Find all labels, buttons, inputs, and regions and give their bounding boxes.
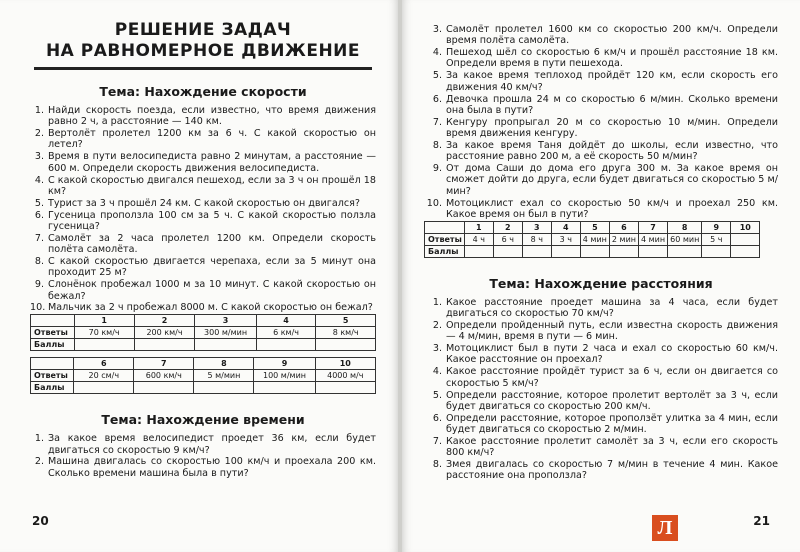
points-cell	[668, 245, 702, 257]
topic-distance-heading: Тема: Нахождение расстояния	[489, 275, 713, 291]
distance-task-list	[424, 297, 778, 482]
answer-cell: 20 см/ч	[74, 370, 134, 382]
task-number: 7.	[432, 435, 442, 447]
task-item	[424, 117, 778, 140]
task-number-header: 4	[551, 221, 580, 233]
answer-cell: 4 ч	[464, 233, 493, 245]
answers-row	[425, 233, 760, 245]
task-number-header: 1	[464, 221, 493, 233]
time-task-list	[30, 433, 376, 479]
topic-speed-heading: Тема: Нахождение скорости	[99, 84, 307, 99]
task-item	[30, 151, 376, 174]
time-task-list-continued	[424, 24, 778, 220]
points-label: Баллы	[425, 245, 465, 257]
points-cell	[74, 339, 134, 351]
answer-cell: 600 км/ч	[134, 370, 194, 382]
answers-table-speed-1	[30, 314, 376, 351]
task-number-header: 2	[134, 315, 195, 327]
task-text: Вертолёт пролетел 1200 км за 6 ч. С какой скоростью он летел?	[48, 128, 376, 151]
table-header-row	[425, 221, 760, 233]
points-cell	[580, 245, 609, 257]
task-item	[30, 256, 376, 279]
answer-cell: 5 ч	[702, 233, 731, 245]
answer-cell: 200 км/ч	[134, 327, 195, 339]
table-corner-cell	[425, 221, 465, 233]
task-number: 1.	[34, 105, 44, 116]
task-text: За какое время Таня дойдёт до школы, если известно, что расстояние равно 200 м, а её скорость 50 м/мин?	[446, 139, 778, 163]
task-item	[424, 47, 778, 70]
task-item	[30, 233, 376, 256]
task-item	[30, 302, 376, 313]
topic-time-heading: Тема: Нахождение времени	[101, 412, 305, 428]
task-text: За какое время теплоход пройдёт 120 км, если скорость его движения 40 км/ч?	[446, 70, 778, 93]
task-text: С какой скоростью двигался пешеход, если за 3 ч он прошёл 18 км?	[48, 174, 376, 197]
points-cell	[134, 382, 194, 394]
task-text: Слонёнок пробежал 1000 м за 10 минут. С какой скоростью он бежал?	[48, 279, 376, 302]
task-number: 3.	[34, 151, 44, 163]
task-number: 4.	[432, 366, 442, 378]
page-number-left: 20	[32, 514, 49, 528]
task-text: Машина двигалась со скоростью 100 км/ч и проехала 200 км. Сколько времени машина была в пути?	[48, 456, 376, 479]
task-item	[424, 297, 778, 320]
task-number: 8.	[432, 139, 442, 151]
answers-label: Ответы	[31, 370, 74, 382]
speed-task-list	[30, 105, 376, 314]
points-cell	[195, 339, 256, 351]
task-number: 1.	[432, 296, 442, 308]
points-cell	[609, 245, 638, 257]
task-text: Кенгуру пропрыгал 20 м со скоростью 10 м/мин. Определи время движения кенгуру.	[446, 116, 778, 140]
main-title	[30, 20, 376, 62]
task-number: 5.	[34, 197, 44, 209]
answer-cell: 5 м/мин	[194, 370, 254, 382]
title-underline	[34, 67, 372, 70]
task-item	[30, 128, 376, 151]
task-text: Определи расстояние, которое проползёт улитка за 4 мин, если будет двигаться со скоростью 2 м/мин.	[446, 412, 778, 436]
task-number-header: 8	[194, 358, 254, 370]
task-number: 4.	[432, 47, 442, 59]
task-item	[424, 366, 778, 389]
publisher-logo-icon: Л	[652, 515, 678, 541]
task-number-header: 6	[74, 358, 134, 370]
answer-cell: 4000 м/ч	[315, 370, 375, 382]
task-text: За какое время велосипедист проедет 36 км, если будет двигаться со скоростью 9 км/ч?	[48, 433, 376, 456]
task-text: Змея двигалась со скоростью 7 м/мин в течение 4 мин. Какое расстояние она проползла?	[446, 459, 778, 482]
task-number-header: 7	[639, 221, 668, 233]
left-page	[0, 0, 398, 552]
task-number: 10.	[30, 302, 46, 314]
task-number-header: 9	[702, 221, 731, 233]
task-number-header: 8	[668, 221, 702, 233]
points-cell	[74, 382, 134, 394]
task-number-header: 4	[256, 315, 316, 327]
task-number-header: 3	[522, 221, 551, 233]
answer-cell: 6 км/ч	[256, 327, 316, 339]
table-header-row	[31, 358, 376, 370]
table-header-row	[31, 315, 376, 327]
points-label: Баллы	[31, 382, 74, 394]
task-text: Определи пройденный путь, если известна скорость движения — 4 м/мин, время в пути — 6 мин.	[446, 319, 778, 343]
task-text: Время в пути велосипедиста равно 2 минутам, а расстояние — 600 м. Определи скорость движения велосипедиста.	[48, 151, 376, 174]
task-item	[30, 198, 376, 209]
task-item	[30, 279, 376, 302]
task-number-header: 5	[316, 315, 376, 327]
task-item	[30, 175, 376, 198]
task-number: 1.	[34, 433, 44, 445]
answer-cell: 70 км/ч	[74, 327, 134, 339]
task-text: Мотоциклист был в пути 2 часа и ехал со скоростью 60 км/ч. Какое расстояние он проехал?	[446, 343, 778, 366]
task-text: От дома Саши до дома его друга 300 м. За какое время он сможет дойти до друга, если будет двигаться со скоростью 5 м/мин?	[446, 163, 778, 197]
answers-table-time	[424, 221, 760, 258]
task-item	[424, 343, 778, 366]
task-number: 2.	[34, 456, 44, 468]
task-item	[424, 140, 778, 163]
task-item	[424, 320, 778, 343]
points-row	[31, 339, 376, 351]
task-number: 2.	[34, 128, 44, 140]
task-text: Какое расстояние пролетит самолёт за 3 ч, если его скорость 800 км/ч?	[446, 435, 778, 459]
task-number-header: 5	[580, 221, 609, 233]
task-number: 9.	[34, 279, 44, 291]
points-cell	[522, 245, 551, 257]
task-number-header: 10	[315, 358, 375, 370]
answers-table-speed-2	[30, 357, 376, 394]
task-item	[424, 436, 778, 459]
points-row	[425, 245, 760, 257]
answers-label: Ответы	[425, 233, 465, 245]
answer-cell	[731, 233, 760, 245]
answers-row	[31, 327, 376, 339]
answer-cell: 2 мин	[609, 233, 638, 245]
task-item	[424, 70, 778, 93]
task-item	[424, 413, 778, 436]
answer-cell: 6 ч	[493, 233, 522, 245]
task-number: 7.	[34, 232, 44, 244]
task-text: Турист за 3 ч прошёл 24 км. С какой скоростью он двигался?	[48, 197, 360, 209]
task-number: 2.	[432, 319, 442, 331]
task-number: 5.	[432, 70, 442, 82]
task-number: 3.	[432, 343, 442, 355]
answer-cell: 3 ч	[551, 233, 580, 245]
points-cell	[134, 339, 195, 351]
task-number: 9.	[432, 163, 442, 175]
task-number: 8.	[34, 256, 44, 268]
task-text: Девочка прошла 24 м со скоростью 6 м/мин. Сколько времени она была в пути?	[446, 93, 778, 116]
task-text: С какой скоростью двигается черепаха, если за 5 минут она проходит 25 м?	[48, 256, 376, 279]
task-number: 7.	[432, 116, 442, 128]
points-cell	[464, 245, 493, 257]
task-item	[424, 24, 778, 47]
table-corner-cell	[31, 315, 75, 327]
answer-cell: 300 м/мин	[195, 327, 256, 339]
task-number-header: 9	[254, 358, 315, 370]
task-number-header: 7	[134, 358, 194, 370]
task-text: Самолёт за 2 часа пролетел 1200 км. Определи скорость полёта самолёта.	[48, 232, 376, 256]
task-number: 10.	[426, 197, 442, 209]
points-row	[31, 382, 376, 394]
task-number-header: 10	[731, 221, 760, 233]
task-number: 8.	[432, 459, 442, 471]
task-item	[30, 105, 376, 128]
task-number-header: 2	[493, 221, 522, 233]
task-number-header: 1	[74, 315, 134, 327]
task-number: 6.	[432, 412, 442, 424]
task-text: Определи расстояние, которое пролетит вертолёт за 3 ч, если будет двигаться со скоростью 200 км/ч.	[446, 389, 778, 412]
table-corner-cell	[31, 358, 74, 370]
task-number-header: 6	[609, 221, 638, 233]
task-item	[30, 210, 376, 233]
answer-cell: 4 мин	[639, 233, 668, 245]
points-cell	[551, 245, 580, 257]
task-item	[424, 390, 778, 413]
task-number-header: 3	[195, 315, 256, 327]
points-cell	[702, 245, 731, 257]
points-cell	[316, 339, 376, 351]
title-line-1: РЕШЕНИЕ ЗАДАЧ	[114, 20, 292, 40]
task-number: 6.	[34, 209, 44, 221]
task-item	[30, 433, 376, 456]
task-number: 5.	[432, 389, 442, 401]
page-number-right: 21	[753, 514, 770, 528]
points-cell	[493, 245, 522, 257]
answer-cell: 8 км/ч	[316, 327, 376, 339]
task-item	[424, 198, 778, 221]
answer-cell: 100 м/мин	[254, 370, 315, 382]
points-cell	[315, 382, 375, 394]
points-cell	[256, 339, 316, 351]
task-item	[424, 94, 778, 117]
task-number: 3.	[432, 24, 442, 35]
answer-cell: 60 мин	[668, 233, 702, 245]
task-text: Какое расстояние проедет машина за 4 часа, если будет двигаться со скоростью 70 км/ч?	[446, 296, 778, 320]
task-text: Мальчик за 2 ч пробежал 8000 м. С какой скоростью он бежал?	[48, 302, 373, 314]
task-item	[30, 456, 376, 479]
task-text: Самолёт пролетел 1600 км со скоростью 200 км/ч. Определи время полёта самолёта.	[446, 24, 778, 47]
task-text: Какое расстояние пройдёт турист за 6 ч, если он двигается со скоростью 5 км/ч?	[446, 366, 778, 389]
task-item	[424, 459, 778, 482]
task-number: 4.	[34, 174, 44, 186]
points-cell	[254, 382, 315, 394]
title-line-2: НА РАВНОМЕРНОЕ ДВИЖЕНИЕ	[45, 41, 361, 61]
answer-cell: 8 ч	[522, 233, 551, 245]
right-page	[402, 0, 800, 552]
task-text: Гусеница проползла 100 см за 5 ч. С какой скоростью ползла гусеница?	[48, 209, 376, 232]
answer-cell: 4 мин	[580, 233, 609, 245]
task-item	[424, 163, 778, 197]
points-cell	[194, 382, 254, 394]
points-label: Баллы	[31, 339, 75, 351]
task-text: Мотоциклист ехал со скоростью 50 км/ч и проехал 250 км. Какое время он был в пути?	[446, 197, 778, 220]
task-number: 6.	[432, 93, 442, 105]
task-text: Найди скорость поезда, если известно, что время движения равно 2 ч, а расстояние — 140 км.	[48, 105, 376, 128]
points-cell	[731, 245, 760, 257]
answers-row	[31, 370, 376, 382]
points-cell	[639, 245, 668, 257]
task-text: Пешеход шёл со скоростью 6 км/ч и прошёл расстояние 18 км. Определи время в пути пешехода.	[446, 47, 778, 70]
answers-label: Ответы	[31, 327, 75, 339]
